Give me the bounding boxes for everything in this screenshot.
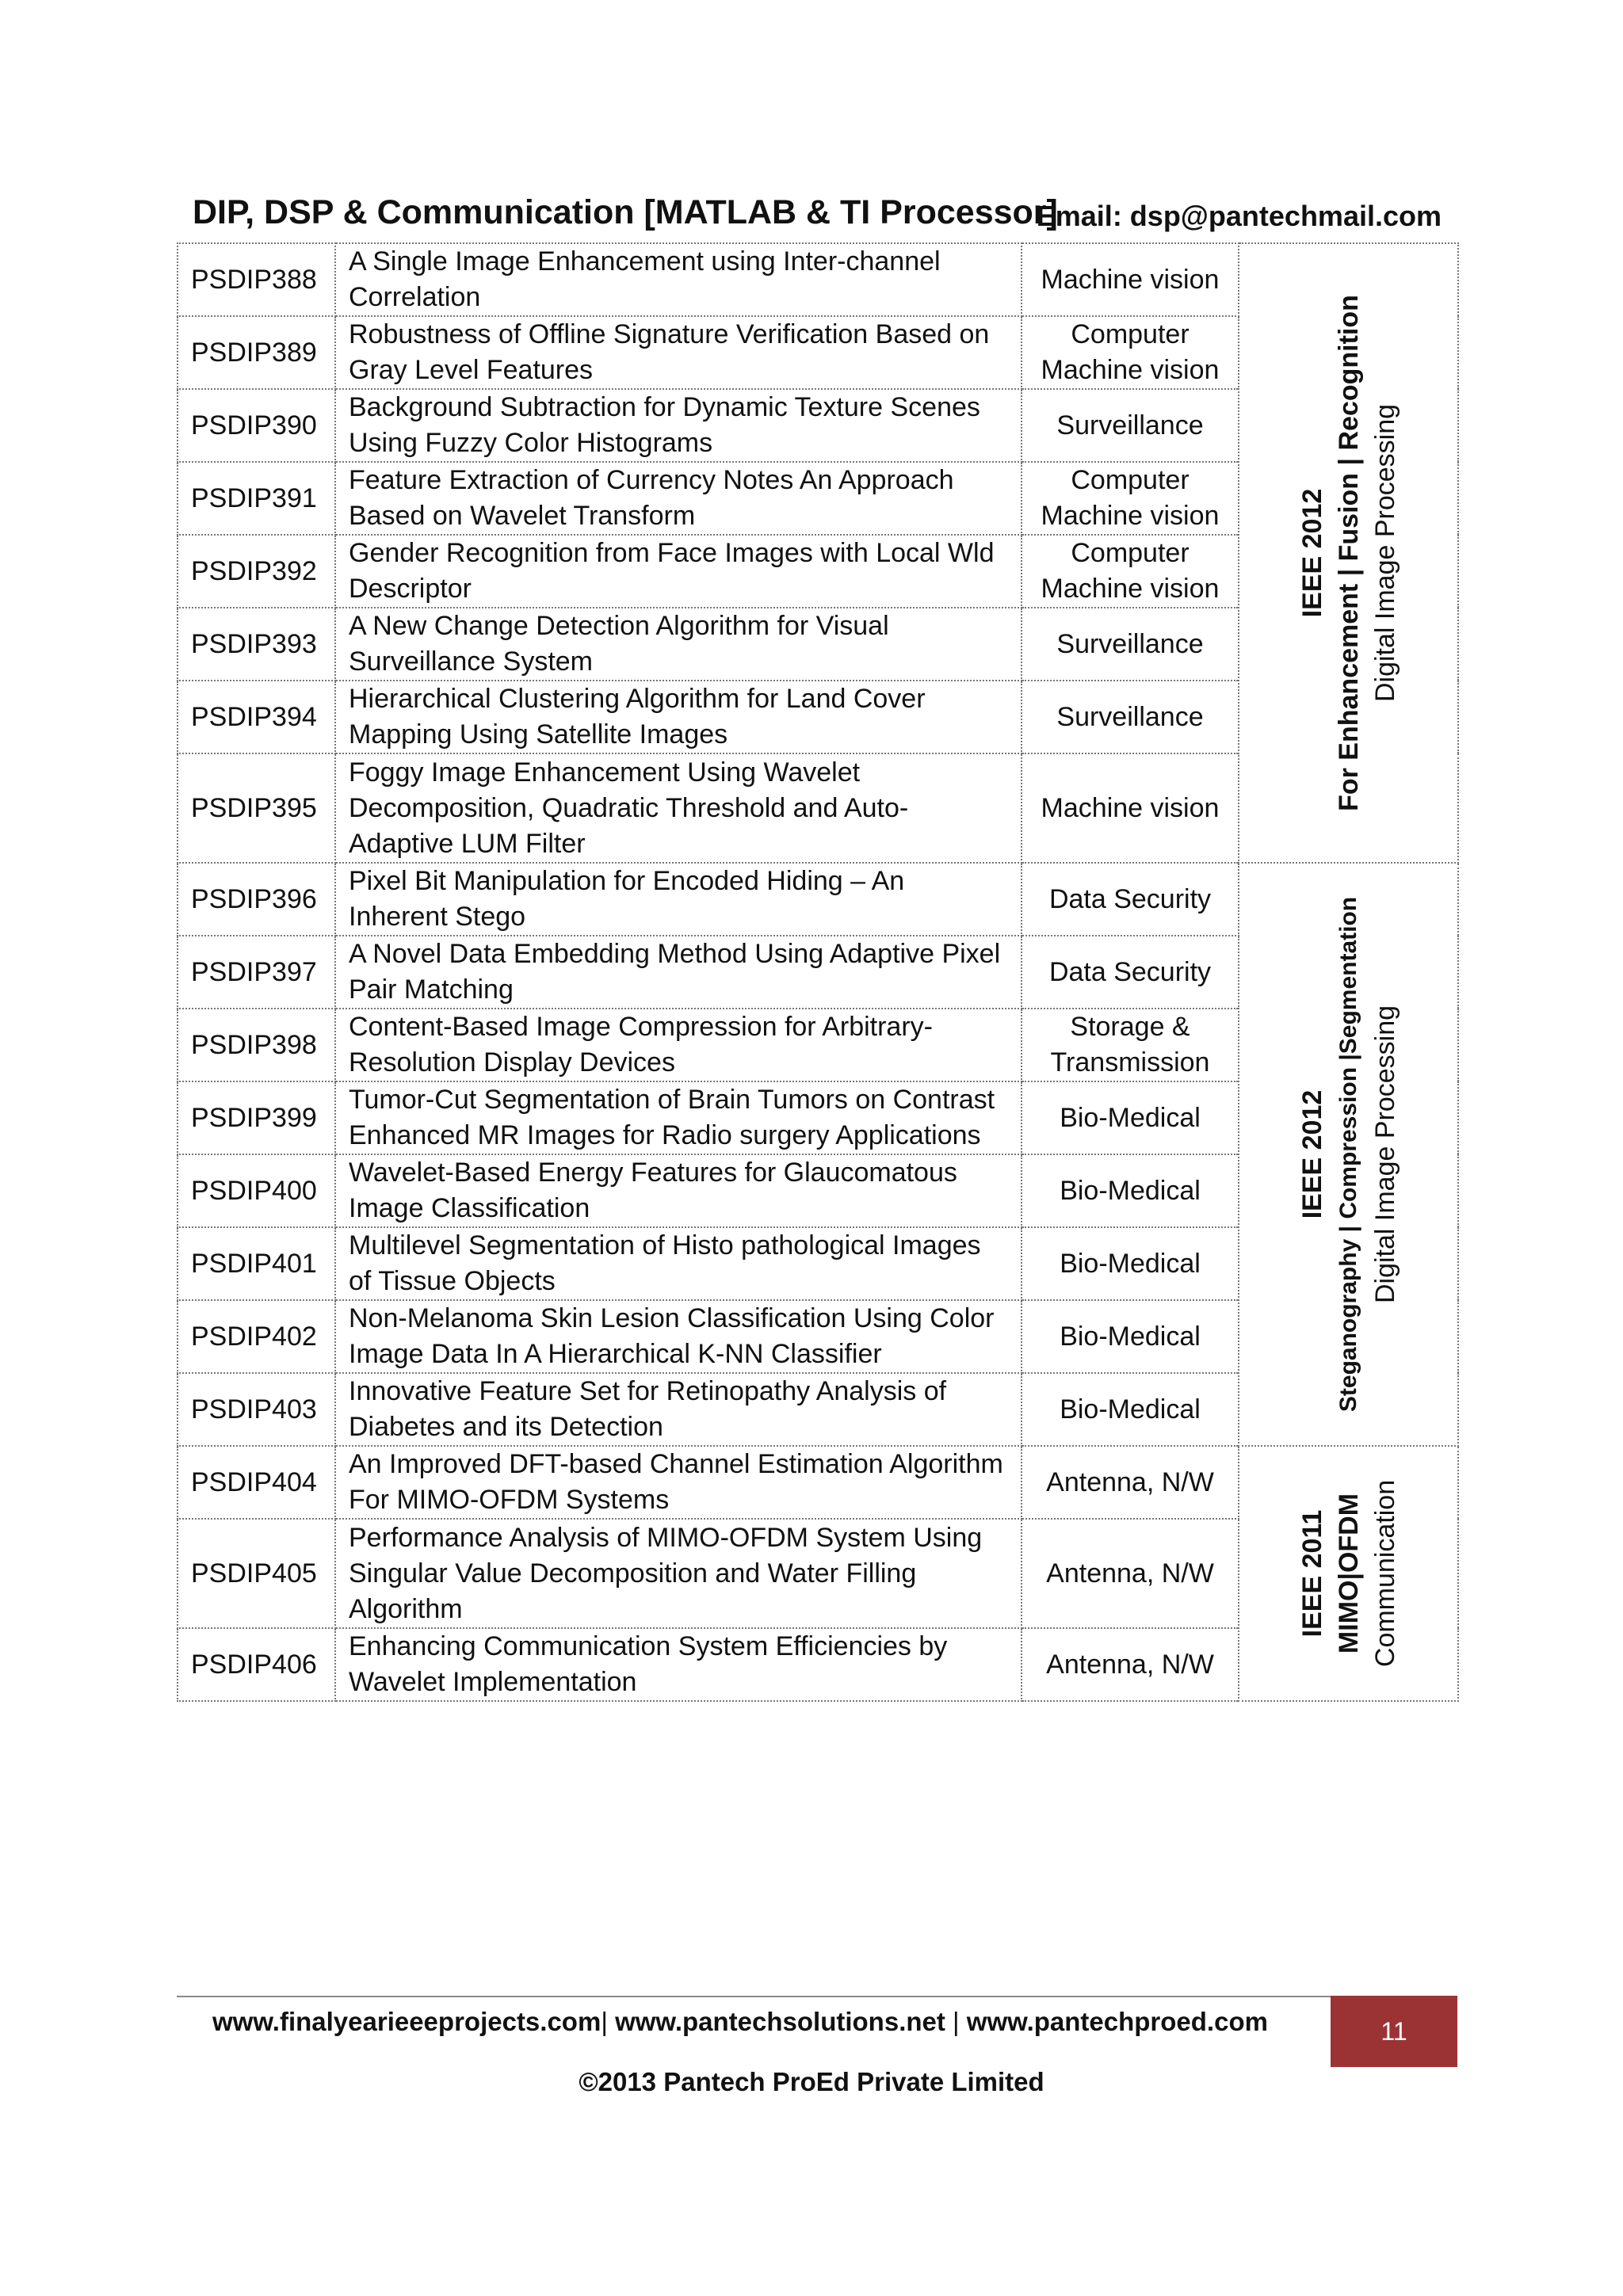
project-code: PSDIP394 — [178, 681, 335, 753]
project-domain: Machine vision — [1022, 753, 1239, 863]
project-code: PSDIP395 — [178, 753, 335, 863]
table-row — [178, 1446, 1458, 1519]
copyright-notice: ©2013 Pantech ProEd Private Limited — [579, 2067, 1044, 2096]
page-number: 11 — [1331, 1996, 1457, 2067]
project-domain: Antenna, N/W — [1022, 1519, 1239, 1628]
table-row — [178, 243, 1458, 316]
project-domain: Bio-Medical — [1022, 1227, 1239, 1300]
project-title: Wavelet-Based Energy Features for Glaucomatous Image Classification — [335, 1154, 1022, 1227]
group-topic: Steganography | Compression |Segmentation — [1335, 896, 1361, 1413]
group-year: IEEE 2012 — [1296, 1089, 1327, 1219]
project-code: PSDIP399 — [178, 1081, 335, 1154]
project-domain: Antenna, N/W — [1022, 1628, 1239, 1701]
project-domain: Bio-Medical — [1022, 1373, 1239, 1446]
project-title: Background Subtraction for Dynamic Texture Scenes Using Fuzzy Color Histograms — [335, 389, 1022, 462]
table-row — [178, 863, 1458, 936]
footer-divider — [177, 1996, 1457, 1997]
page-header — [193, 193, 1442, 242]
project-domain: Computer Machine vision — [1022, 535, 1239, 608]
footer-link-pantechsolutions[interactable]: www.pantechsolutions.net — [615, 2007, 945, 2036]
project-code: PSDIP406 — [178, 1628, 335, 1701]
group-label-steganography — [1239, 863, 1458, 1446]
group-field: Communication — [1369, 1479, 1400, 1668]
group-topic: MIMO|OFDM — [1333, 1493, 1364, 1654]
project-code: PSDIP389 — [178, 316, 335, 389]
footer-separator: | — [953, 2007, 960, 2036]
header-title: DIP, DSP & Communication [MATLAB & TI Processor] — [193, 193, 1058, 231]
footer-separator: | — [601, 2007, 608, 2036]
project-title: Multilevel Segmentation of Histo pathological Images of Tissue Objects — [335, 1227, 1022, 1300]
group-field: Digital Image Processing — [1369, 1005, 1400, 1304]
project-title: Pixel Bit Manipulation for Encoded Hiding – An Inherent Stego — [335, 863, 1022, 936]
project-domain: Machine vision — [1022, 243, 1239, 316]
project-code: PSDIP404 — [178, 1446, 335, 1519]
project-domain: Surveillance — [1022, 681, 1239, 753]
footer-link-finalyear[interactable]: www.finalyearieeeprojects.com — [212, 2007, 601, 2036]
footer-links — [212, 2007, 1268, 2037]
project-title: Performance Analysis of MIMO-OFDM System Using Singular Value Decomposition and Water Filling Algorithm — [335, 1519, 1022, 1628]
footer-link-pantechproed[interactable]: www.pantechproed.com — [966, 2007, 1268, 2036]
group-year: IEEE 2012 — [1296, 488, 1327, 618]
project-code: PSDIP393 — [178, 608, 335, 681]
project-domain: Data Security — [1022, 863, 1239, 936]
project-code: PSDIP398 — [178, 1009, 335, 1081]
group-field: Digital Image Processing — [1369, 403, 1400, 703]
project-title: Tumor-Cut Segmentation of Brain Tumors on Contrast Enhanced MR Images for Radio surgery Applications — [335, 1081, 1022, 1154]
project-title: Enhancing Communication System Efficiencies by Wavelet Implementation — [335, 1628, 1022, 1701]
project-code: PSDIP392 — [178, 535, 335, 608]
project-domain: Computer Machine vision — [1022, 462, 1239, 535]
project-title: Gender Recognition from Face Images with Local Wld Descriptor — [335, 535, 1022, 608]
project-code: PSDIP403 — [178, 1373, 335, 1446]
project-code: PSDIP397 — [178, 936, 335, 1009]
project-title: Robustness of Offline Signature Verification Based on Gray Level Features — [335, 316, 1022, 389]
project-title: Content-Based Image Compression for Arbitrary- Resolution Display Devices — [335, 1009, 1022, 1081]
project-code: PSDIP396 — [178, 863, 335, 936]
project-domain: Bio-Medical — [1022, 1081, 1239, 1154]
group-topic: For Enhancement | Fusion | Recognition — [1333, 295, 1364, 811]
project-code: PSDIP390 — [178, 389, 335, 462]
project-domain: Bio-Medical — [1022, 1154, 1239, 1227]
project-code: PSDIP401 — [178, 1227, 335, 1300]
project-title: Non-Melanoma Skin Lesion Classification Using Color Image Data In A Hierarchical K-NN Classifier — [335, 1300, 1022, 1373]
project-domain: Surveillance — [1022, 608, 1239, 681]
project-title: A Novel Data Embedding Method Using Adaptive Pixel Pair Matching — [335, 936, 1022, 1009]
project-domain: Antenna, N/W — [1022, 1446, 1239, 1519]
group-year: IEEE 2011 — [1296, 1509, 1327, 1638]
project-title: Innovative Feature Set for Retinopathy Analysis of Diabetes and its Detection — [335, 1373, 1022, 1446]
project-title: A Single Image Enhancement using Inter-channel Correlation — [335, 243, 1022, 316]
project-domain: Bio-Medical — [1022, 1300, 1239, 1373]
project-code: PSDIP400 — [178, 1154, 335, 1227]
group-label-communication — [1239, 1446, 1458, 1701]
header-email: Email: dsp@pantechmail.com — [1036, 200, 1442, 232]
project-title: Feature Extraction of Currency Notes An Approach Based on Wavelet Transform — [335, 462, 1022, 535]
project-domain: Storage & Transmission — [1022, 1009, 1239, 1081]
group-label-enhancement — [1239, 243, 1458, 863]
project-domain: Surveillance — [1022, 389, 1239, 462]
project-domain: Computer Machine vision — [1022, 316, 1239, 389]
project-domain: Data Security — [1022, 936, 1239, 1009]
project-title: Hierarchical Clustering Algorithm for Land Cover Mapping Using Satellite Images — [335, 681, 1022, 753]
project-title: An Improved DFT-based Channel Estimation Algorithm For MIMO-OFDM Systems — [335, 1446, 1022, 1519]
project-title: Foggy Image Enhancement Using Wavelet Decomposition, Quadratic Threshold and Auto- Adaptive LUM Filter — [335, 753, 1022, 863]
project-code: PSDIP405 — [178, 1519, 335, 1628]
project-table — [177, 242, 1459, 1702]
project-code: PSDIP402 — [178, 1300, 335, 1373]
project-title: A New Change Detection Algorithm for Visual Surveillance System — [335, 608, 1022, 681]
project-code: PSDIP391 — [178, 462, 335, 535]
project-code: PSDIP388 — [178, 243, 335, 316]
